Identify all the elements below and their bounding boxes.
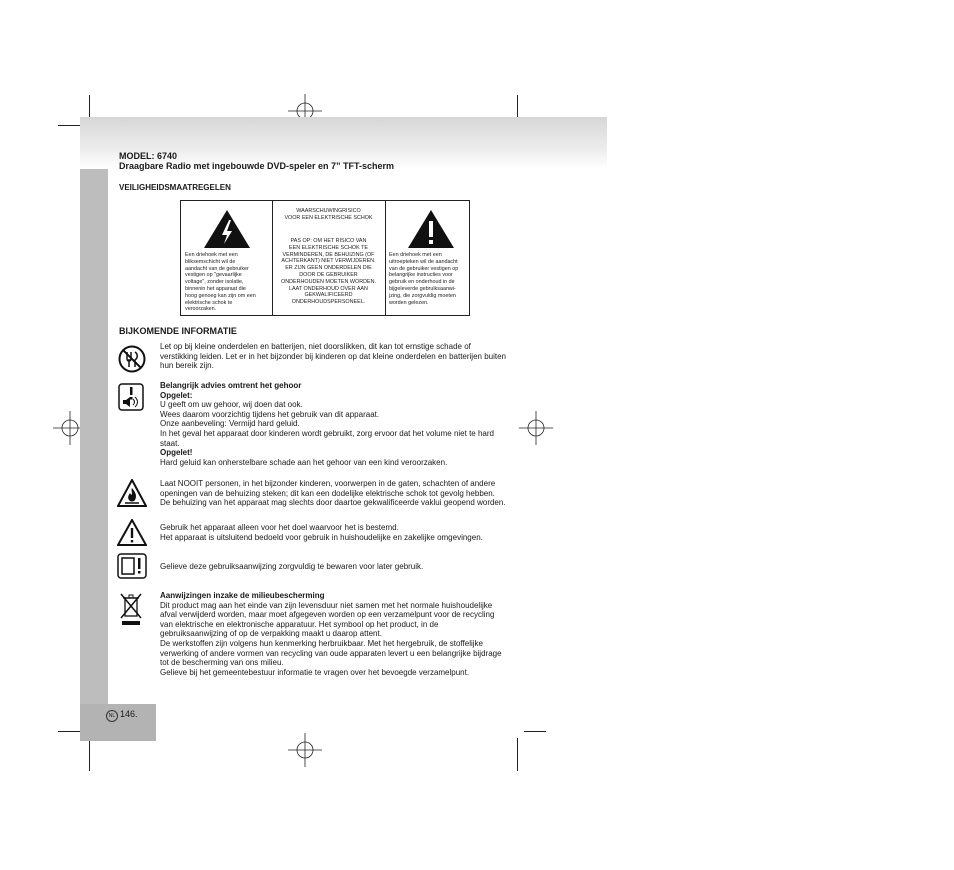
model-title: MODEL: 6740 [119, 151, 178, 161]
weee-bin-icon [120, 593, 142, 627]
environment-title: Aanwijzingen inzake de milieubescherming [160, 591, 325, 600]
page-number: 146. [120, 709, 138, 719]
warning-middle-title: WAARSCHUWINGRISICO VOOR EEN ELEKTRISCHE SCHOK [284, 208, 373, 221]
hearing-section: Belangrijk advies omtrent het gehoor Opgelet: U geeft om uw gehoor, wij doen dat ook. Wees daarom voorzichtig tijdens het gebruik van dit apparaat. Onze aanbeveling: Vermijd hard geluid. In het geval het apparaat door kinderen wordt gebruikt, zorg ervoor dat het volume niet te hard staat. Opgelet! Hard geluid kan onherstelbare schade aan het gehoor van een kind veroorzaken. [160, 381, 494, 467]
manual-text: Gelieve deze gebruiksaanwijzing zorgvuldig te bewaren voor later gebruik. [160, 562, 424, 571]
hearing-caution-label: Opgelet: [160, 390, 193, 400]
warning-middle-text: PAS OP: OM HET RISICO VAN EEN ELEKTRISCHE SCHOK TE VERMINDEREN, DE BEHUIZING (OF ACHTERKANT) NIET VERWIJDEREN. ER ZIJN GEEN ONDERDELEN DIE DOOR DE GEBRUIKER ONDERHOUDEN MOETEN WORDEN. LAAT ONDERHOUD OVER AAN GEKWALIFICEERD ONDERHOUDSPERSONEEL. [281, 238, 376, 306]
exclamation-warning-icon [407, 209, 455, 249]
crop-mark [58, 125, 80, 126]
crop-mark [58, 731, 80, 732]
crop-mark [517, 738, 518, 771]
fire-hazard-icon [117, 479, 147, 507]
lightning-warning-icon [203, 209, 251, 249]
hearing-caution-label: Opgelet! [160, 448, 193, 458]
openings-text: Laat NOOIT personen, in het bijzonder kinderen, voorwerpen in de gaten, schachten of andere openingen van de behuizing steken; dit kan een dodelijke elektrische schok tot gevolg hebben. De behuizing van het apparaat mag slechts door daartoe gekwalificeerde vaklui geopend worden. [160, 479, 506, 508]
registration-mark-icon [519, 411, 553, 445]
warning-cell-middle [272, 201, 386, 315]
footer-box [80, 704, 156, 741]
environment-section: Aanwijzingen inzake de milieubescherming Dit product mag aan het einde van zijn levensduur niet samen met het normale huishoudelijke afval verwijderd worden, maar moet afgegeven worden op een verzamelpunt voor de recycling van elektrische en elektronische apparatuur. Het symbool op het product, in de gebruiksaanwijzing of op de verpakking maakt u daarop attent. De werkstoffen zijn volgens hun kenmerking herbruikbaar. Met het hergebruik, de stoffelijke verwerking of andere vormen van recycling van oude apparaten levert u een belangrijke bijdrage tot de bescherming van ons milieu. Gelieve bij het gemeentebestuur informatie te vragen over het bevoegde verzamelpunt. [160, 591, 502, 677]
info-heading: BIJKOMENDE INFORMATIE [119, 326, 237, 336]
usage-text: Gebruik het apparaat alleen voor het doel waarvoor het is bestemd. Het apparaat is uitsluitend bedoeld voor gebruik in huishoudelijke en zakelijke omgevingen. [160, 523, 483, 542]
warning-left-text: Een driehoek met een bliksemschicht wil de aandacht van de gebruiker vestigen op "gevaarlijke voltage", zonder isolatie, binnenin het apparaat die hoog genoeg kan zijn om een elektrische schok te veroorzaken. [185, 252, 256, 313]
warning-right-text: Een driehoek met een uitroepteken wil de aandacht van de gebruiker vestigen op belangrijke instructies voor gebruik en onderhoud in de bijgeleverde gebruiksaanwi- jzing, die zorgvuldig moeten worden gelezen. [389, 252, 459, 306]
warning-table [180, 200, 470, 316]
warning-cell-right [385, 201, 469, 315]
small-parts-text: Let op bij kleine onderdelen en batterijen, niet doorslikken, dit kan tot ernstige schade of verstikking leiden. Let er in het bijzonder bij kinderen op dat kleine onderdelen en batterijen buiten hun bereik zijn. [160, 342, 507, 371]
no-small-parts-icon [118, 345, 146, 373]
safety-heading: VEILIGHEIDSMAATREGELEN [119, 183, 231, 192]
registration-mark-icon [288, 733, 322, 767]
manual-book-icon [117, 553, 147, 579]
warning-cell-left [181, 201, 273, 315]
caution-triangle-icon [117, 519, 147, 546]
crop-mark [524, 731, 546, 732]
hearing-warning-icon [118, 383, 144, 411]
crop-mark [89, 738, 90, 771]
product-subtitle: Draagbare Radio met ingebouwde DVD-speler en 7” TFT-scherm [119, 161, 395, 171]
hearing-title: Belangrijk advies omtrent het gehoor [160, 381, 302, 390]
side-strip [80, 169, 108, 704]
language-badge: NL [106, 710, 118, 722]
